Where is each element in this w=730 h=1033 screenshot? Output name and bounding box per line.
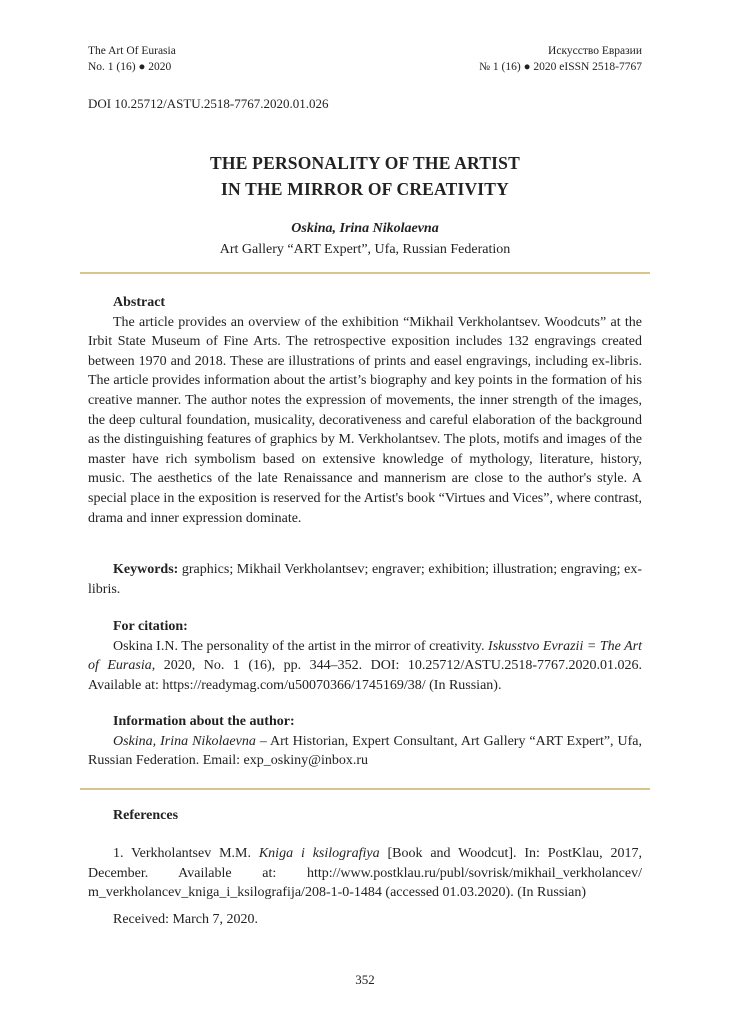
article-title bbox=[88, 150, 642, 202]
author-info-text: Oskina, Irina Nikolaevna – Art Historian, Expert Consultant, Art Gallery “ART Expert”, Ufa, Russian Federation. Email: exp_oskiny@inbox.ru bbox=[88, 733, 642, 769]
author-info-name: Oskina, Irina Nikolaevna bbox=[113, 733, 256, 749]
abstract-section bbox=[88, 293, 642, 528]
author-block bbox=[88, 218, 642, 260]
author-info-heading: Information about the author: bbox=[113, 714, 295, 729]
keywords-text: graphics; Mikhail Verkholantsev; engraver; exhibition; illustration; engraving; ex-libris. bbox=[88, 562, 642, 597]
reference-item-1: 1. Verkholantsev M.M. Kniga i ksilografiya [Book and Woodcut]. In: PostKlau, 2017, December. Available at: http://www.postklau.ru/publ/sovrisk/mikhail_verkholancev/ m_verkholancev_kniga_i_ksilografija/208-1-0-1484 (accessed 01.03.2020). (In Russian) bbox=[88, 846, 643, 901]
running-header-left bbox=[88, 43, 176, 75]
journal-title-en: The Art Of Eurasia bbox=[88, 45, 176, 57]
journal-title-ru: Искусство Евразии bbox=[548, 45, 642, 57]
issue-info-ru: № 1 (16) ● 2020 eISSN 2518-7767 bbox=[479, 61, 642, 73]
doi: DOI 10.25712/ASTU.2518-7767.2020.01.026 bbox=[88, 96, 329, 111]
abstract-heading: Abstract bbox=[113, 295, 166, 310]
citation-heading: For citation: bbox=[113, 619, 188, 634]
citation-section bbox=[88, 617, 642, 695]
journal-name: Iskusstvo Evrazii = The Art of Eurasia bbox=[88, 638, 642, 674]
reference-title: Kniga i ksilografiya bbox=[258, 846, 380, 861]
keywords-label: Keywords: bbox=[113, 562, 179, 577]
title-line-2: IN THE MIRROR OF CREATIVITY bbox=[220, 179, 510, 199]
divider-bottom bbox=[80, 788, 650, 790]
keywords bbox=[88, 560, 642, 599]
received-date: Received: March 7, 2020. bbox=[113, 912, 259, 927]
abstract-text: The article provides an overview of the exhibition “Mikhail Verkholantsev. Woodcuts” at the Irbit State Museum of Fine Arts. The retrospective exposition includes 132 engravings created between 1970 and 2018. These are illustrations of prints and easel engravings, including ex-libris. The article provides information about the artist’s biography and key points in the formation of his creative manner. The author notes the expression of movements, the inner strength of the images, the deep cultural foundation, musicality, decorativeness and careful elaboration of the background as the distinguishing features of graphics by M. Verkholantsev. The plots, motifs and images of the master have rich symbolism based on extensive knowledge of mythology, literature, history, music. The aesthetics of the late Renaissance and mannerism are close to the author's style. A special place in the exposition is reserved for the Artist's book “Virtues and Vices”, where contrast, drama and inner expression dominate. bbox=[88, 314, 642, 526]
author-info-section bbox=[88, 712, 642, 771]
page-number: 352 bbox=[355, 972, 375, 987]
references-section bbox=[88, 806, 642, 826]
issue-info-en: No. 1 (16) ● 2020 bbox=[88, 61, 172, 73]
title-line-1: THE PERSONALITY OF THE ARTIST bbox=[210, 153, 520, 173]
references-heading: References bbox=[113, 808, 179, 823]
citation-text: Oskina I.N. The personality of the artist in the mirror of creativity. Iskusstvo Evrazii = The Art of Eurasia, 2020, No. 1 (16), pp. 344–352. DOI: 10.25712/ASTU.2518-7767.2020.01.026. Available at: https://readymag.com/u50070366/1745169/38/ (In Russian). bbox=[88, 638, 642, 693]
author-name: Oskina, Irina Nikolaevna bbox=[291, 221, 439, 236]
author-affiliation: Art Gallery “ART Expert”, Ufa, Russian Federation bbox=[219, 242, 511, 257]
running-header-right bbox=[479, 43, 642, 75]
divider-top bbox=[80, 272, 650, 274]
